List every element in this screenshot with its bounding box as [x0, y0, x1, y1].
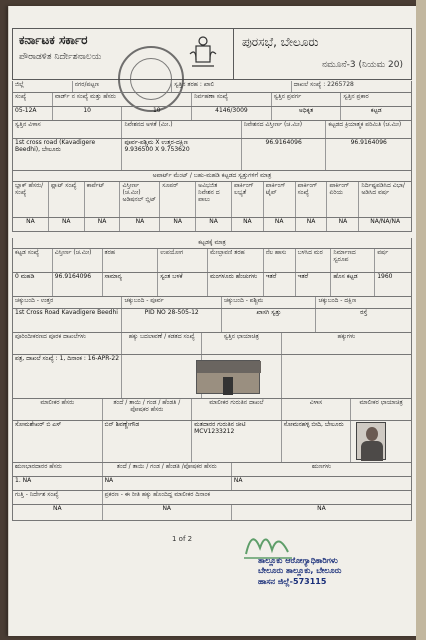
row-lease-headers — [12, 491, 412, 505]
boundary-south-value: ರಸ್ತೆ — [360, 309, 368, 316]
signature-line-3: ಹಾಸನ ಜಿಲ್ಲೆ-573115 — [258, 576, 327, 586]
bld-col-number: ಕಟ್ಟಡ ಸಂಖ್ಯೆ — [13, 249, 53, 272]
apt-col-carpet: ಕಾರ್ಪೆಟ್ — [85, 182, 121, 217]
apt-val-carpet: NA — [85, 218, 121, 231]
row-documents-headers — [12, 333, 412, 355]
documents-label: ಪೂರಿಂದೀಕರಣದ ಪೂರಕ ದಾಖಲೆಗಳು — [13, 333, 122, 354]
apt-col-block: ಬ್ಲಾಕ್ ಹೆಸರು/ ಸಂಖ್ಯೆ — [13, 182, 49, 217]
owner-parent: ಬಿನ್ ಶಿವಣ್ಣೇಗೌಡ — [103, 421, 193, 462]
page-edge — [416, 0, 426, 640]
property-photo-label: ಸ್ವತ್ತಿನ ಛಾಯಾಚಿತ್ರ — [202, 333, 282, 354]
lien-holder-label: ಋಣಭಾರದಾರರ ಹೆಸರು — [13, 463, 103, 476]
property-photo — [196, 360, 260, 394]
row-headers-1 — [12, 93, 412, 107]
owner-address-label: ವಿಳಾಸ — [282, 399, 352, 420]
owner-id: ಮತದಾರರ ಗುರುತಿನ ಚೀಟಿ MCV1233212 — [192, 421, 282, 462]
rights-value — [282, 355, 411, 398]
signature-line-2: ಬೇಲೂರು ತಾಲ್ಲೂಕು, ಬೇಲೂರು — [258, 566, 342, 576]
liabilities-label: ಋಣಗಳು — [311, 463, 331, 470]
district-label: ಜಿಲ್ಲೆ — [13, 81, 73, 92]
record-number: ದಾಖಲೆ ಸಂಖ್ಯೆ : 2265728 — [293, 81, 354, 88]
boundary-west-label: ಚಕ್ಕುಬಂದಿ - ಪಶ್ಚಿಮ — [222, 297, 317, 308]
row-values-1 — [12, 107, 412, 121]
apt-val-year: NA/NA/NA — [370, 218, 401, 225]
rights-label: ಹಕ್ಕುಗಳು — [337, 333, 356, 340]
lease-value: NA — [13, 505, 103, 520]
bld-val-floor: ಇತರೆ — [264, 273, 296, 296]
owner-photo-label: ಮಾಲೀಕರ ಛಾಯಾಚಿತ್ರ — [359, 399, 403, 406]
form-title: ನಮೂನೆ-3 (ನಿಯಮ 20) — [321, 60, 403, 70]
case-value: NA — [103, 505, 232, 520]
apt-col-parking-type: ಪಾರ್ಕಿಂಗ್ ಟೈಪ್ — [264, 182, 296, 217]
bld-col-kind: ತರಹ — [103, 249, 159, 272]
type-value: ಕಟ್ಟಡ — [370, 107, 382, 114]
boundary-west-value: ಖಾಸಗಿ ಸ್ವತ್ತು — [222, 309, 317, 332]
liabilities-value: NA — [233, 477, 243, 484]
owner-photo — [356, 422, 386, 460]
ward-name: 10 — [122, 107, 192, 120]
apt-col-parking-avail: ಪಾರ್ಕಿಂಗ್ ಲಭ್ಯತೆ — [232, 182, 264, 217]
bld-col-area: ವಿಸ್ತೀರ್ಣ (ಚ.ಮೀ) — [53, 249, 103, 272]
apt-col-flat: ಫ್ಲಾಟ್ ಸಂಖ್ಯೆ — [49, 182, 85, 217]
apt-col-parking-area: ಪಾರ್ಕಿಂಗ್ ಏರಿಯ — [327, 182, 359, 217]
bld-val-year: 1960 — [377, 273, 393, 280]
bld-col-roof: ಮೇಲ್ಛಾವಣಿ ತರಹ — [208, 249, 264, 272]
row-apartment-headers — [12, 182, 412, 218]
bld-col-floor: ನೆಲ ಹಾಸು — [264, 249, 296, 272]
built-area-label: ಕಟ್ಟಡದ ಕ್ರಿಯಾತ್ಮಕ ಪರಿಮಿತಿ (ಚ.ಮೀ) — [328, 121, 402, 128]
row-building-values — [12, 273, 412, 297]
row-district — [12, 81, 412, 93]
bld-col-wood: ಬಳಸಿದ ಮರ — [296, 249, 332, 272]
dept-title: ಪೌರಾಡಳಿತ ನಿರ್ದೇಶನಾಲಯ — [19, 52, 102, 62]
row-lien-values — [12, 477, 412, 491]
row-lien-headers — [12, 463, 412, 477]
site-dimension-label: ನಿವೇಶನದ ಅಳತೆ (ಮೀ.) — [122, 121, 241, 138]
dimension-axes: ಪೂರ್ವ-ಪಶ್ಚಿಮ X ಉತ್ತರ-ದಕ್ಷಿಣ — [124, 139, 188, 146]
gov-title: ಕರ್ನಾಟಕ ಸರ್ಕಾರ — [19, 33, 88, 47]
city-title: ಪುರಸಭೆ, ಬೇಲೂರು — [242, 35, 319, 49]
owner-parent-label: ತಂದೆ / ತಾಯಿ / ಗಂಡ / ಹೆಂಡತಿ /ಪೋಷಕರ ಹೆಸರು — [103, 399, 193, 420]
number-label: ಸಂಖ್ಯೆ — [13, 93, 53, 106]
apt-col-super: ಸೂಪರ್ — [160, 182, 196, 217]
bld-val-wood: ಇತರೆ — [296, 273, 332, 296]
row-apartment-values — [12, 218, 412, 232]
boundary-east-label: ಚಕ್ಕುಬಂದಿ - ಪೂರ್ವ — [122, 297, 222, 308]
boundary-north-label: ಚಕ್ಕುಬಂದಿ - ಉತ್ತರ — [13, 297, 122, 308]
property-type: ಸ್ವತ್ತಿನ ತರಹ : ಖಾಲಿ — [172, 81, 291, 92]
address-value: 1st cross road (Kavadigere Beedhi), ಬೇಲೂರು — [13, 139, 122, 170]
bld-val-use: ಸ್ವಂತ ಬಳಕೆ — [158, 273, 208, 296]
property-number: 05-12A — [13, 107, 53, 120]
apt-col-parking-no: ಪಾರ್ಕಿಂಗ್ ಸಂಖ್ಯೆ — [296, 182, 328, 217]
bld-val-number: 0 ಮಹಡಿ — [13, 273, 53, 296]
type-label: ಸ್ವತ್ತಿನ ಪ್ರಕಾರ — [343, 93, 369, 100]
apt-val-block: NA — [13, 218, 49, 231]
building-section-title: ಕಟ್ಟಡಕ್ಕೆ ಮಾತ್ರ — [12, 238, 412, 249]
row-lease-values — [12, 505, 412, 521]
documents-value: ಪತ್ರ, ದಾಖಲೆ ಸಂಖ್ಯೆ : 1, ದಿನಾಂಕ : 16-APR-22 — [13, 355, 122, 398]
bld-val-roof: ಮಂಗಳೂರು ಹೆಂಚುಗಳು — [208, 273, 264, 296]
bld-val-area: 96.9164096 — [53, 273, 103, 296]
maintenance-no: 4146/3009 — [192, 107, 272, 120]
boundary-south-label: ಚಕ್ಕುಬಂದಿ - ದಕ್ಷಿಣ — [318, 297, 357, 304]
site-area-value: 96.9164096 — [242, 139, 327, 170]
owner-id-label: ಮಾಲೀಕರ ಗುರುತಿನ ದಾಖಲೆ — [192, 399, 282, 420]
owner-name: ಸೋಮಶೇಖರ್ ಬಿ ಎಸ್ — [13, 421, 103, 462]
header-right — [233, 29, 411, 79]
transfer-file-label: ಹಕ್ಕು ಬದಲಾವಣೆ / ಕಡತದ ಸಂಖ್ಯೆ — [122, 333, 202, 354]
signature-line-1: ತಾಲ್ಲೂಕು ಆರೋಗ್ಯಾಧಿಕಾರಿಗಳು — [258, 556, 338, 565]
apt-val-parking-no: NA — [296, 218, 328, 231]
maintenance-label: ನಿರ್ವಹಣಾ ಸಂಖ್ಯೆ — [192, 93, 272, 106]
lease-label: ಗುತ್ತಿ - ನಿರ್ದೇಶ ಸಂಖ್ಯೆ — [13, 491, 103, 504]
boundary-north-value: 1st Cross Road Kavadigere Beedhi — [13, 309, 122, 332]
category-label: ಸ್ವತ್ತಿನ ಪ್ರವರ್ಗ — [272, 93, 342, 106]
page-number: 1 of 2 — [172, 535, 193, 543]
row-headers-2 — [12, 121, 412, 139]
apt-val-parking-type: NA — [264, 218, 296, 231]
signature-block — [258, 556, 348, 587]
apartment-section-title: ಅಪಾರ್ಟ್ ಮೆಂಟ್ / ಬಹು-ಮಹಡಿ ಕಟ್ಟಡದ ಸ್ವತ್ತುಗಳಿಗೆ ಮಾತ್ರ — [12, 171, 412, 182]
apt-col-undivided: ಅವಿಭಜಿತ ನಿವೇಶನ ದ ಪಾಲು — [196, 182, 232, 217]
lien-parent-label: ತಂದೆ / ತಾಯಿ / ಗಂಡ / ಹೆಂಡತಿ /ಪೋಷಕರ ಹೆಸರು — [103, 463, 232, 476]
built-area-value: 96.9164096 — [350, 139, 387, 146]
case-label: ಪ್ರಕರಣ - ಈ ರೀತಿ ಹಕ್ಕು ಹೊಂದಿದ್ದ ಮಾಲೀಕರ ದಿನಾಂಕ — [104, 491, 211, 498]
owner-address: ಸೋಮನಹಳ್ಳಿ ಬೀದಿ, ಬೇಲೂರು — [282, 421, 352, 462]
bld-col-use: ಉಪಯೋಗ — [158, 249, 208, 272]
apt-val-parking-avail: NA — [232, 218, 264, 231]
apt-val-additional: NA — [120, 218, 160, 231]
apt-val-super: NA — [160, 218, 196, 231]
row-values-2 — [12, 139, 412, 171]
owner-name-label: ಮಾಲೀಕರ ಹೆಸರು — [13, 399, 103, 420]
apt-col-additional: ವಿಸ್ತೀರ್ಣ (ಚ.ಮೀ) ಅಡಿಷನಲ್ ಬ್ಲಿಟ್ — [120, 182, 160, 217]
dimension-value: 9.936500 X 9.753620 — [124, 145, 190, 153]
apt-val-flat: NA — [49, 218, 85, 231]
row-owner-headers — [12, 399, 412, 421]
town-label: ನಗರ/ಪಟ್ಟಣ — [73, 81, 173, 92]
document-header — [12, 28, 412, 80]
bld-col-year: ವರ್ಷ — [377, 249, 389, 256]
dimension-cell — [122, 139, 241, 170]
bld-val-construction: ಹೊಸ ಕಟ್ಟಡ — [331, 273, 375, 296]
transfer-file-value — [122, 355, 202, 398]
lien-holder-value: 1. NA — [13, 477, 103, 490]
lien-parent-value: NA — [103, 477, 232, 490]
category-value: ಅಧಿಕೃತ — [272, 107, 342, 120]
bld-val-kind: ಸಾಮಾನ್ಯ — [103, 273, 159, 296]
row-boundary-values — [12, 309, 412, 333]
address-label: ಸ್ವತ್ತಿನ ವಿಳಾಸ — [13, 121, 122, 138]
apt-val-parking-area: NA — [327, 218, 359, 231]
row-owner-values — [12, 421, 412, 463]
row-building-headers — [12, 249, 412, 273]
row-boundary-headers — [12, 297, 412, 309]
apt-col-year: ನಿರ್ದಿಷ್ಟಪಡಿಸಿದ ವಿಭಾ/ಅಡಿಸಿದ ವರ್ಷ — [361, 182, 405, 196]
case-date-value: NA — [317, 505, 326, 512]
apt-val-undivided: NA — [196, 218, 232, 231]
ward-label: ವಾರ್ಡ್ ನ ಸಂಖ್ಯೆ ಮತ್ತು ಹೆಸರು — [53, 93, 192, 106]
bld-col-construction: ನಿರ್ಮಾಣದ ಸ್ವರೂಪ — [331, 249, 375, 272]
ward-no: 10 — [53, 107, 123, 120]
boundary-east-value: PID NO 28-505-12 — [122, 309, 222, 332]
site-area-label: ನಿವೇಶನದ ವಿಸ್ತೀರ್ಣ (ಚ.ಮೀ) — [242, 121, 327, 138]
